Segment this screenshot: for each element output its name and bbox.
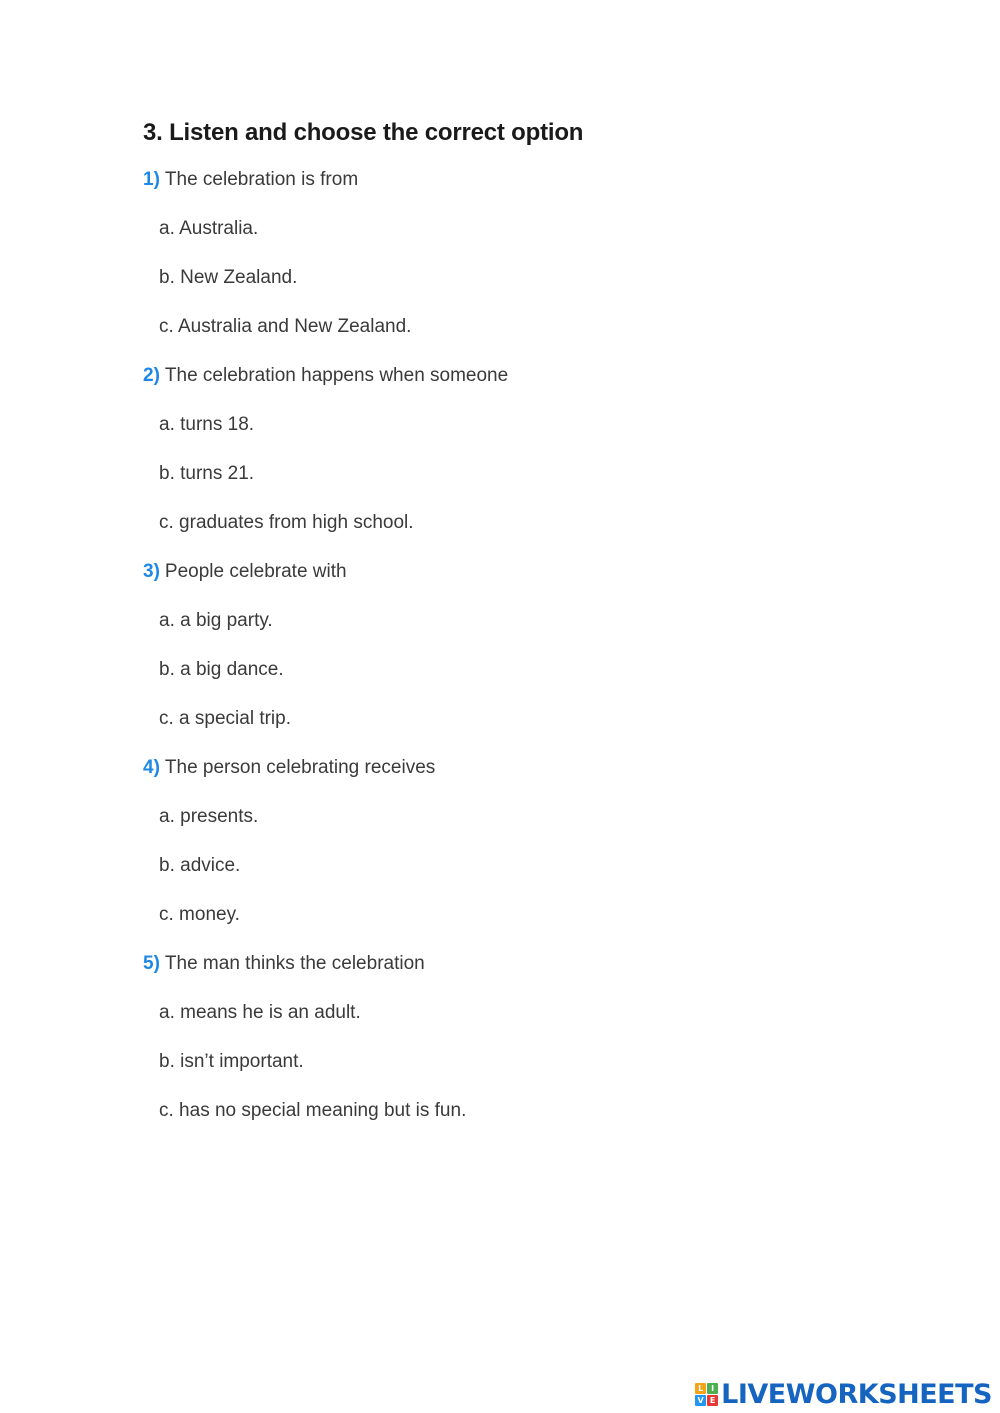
question-text: The celebration happens when someone: [164, 365, 509, 386]
option-a[interactable]: a. turns 18.: [159, 414, 255, 435]
option-b[interactable]: b. advice.: [159, 855, 241, 876]
option-a[interactable]: a. a big party.: [159, 610, 273, 631]
liveworksheets-brand: [695, 1378, 992, 1410]
question-text: People celebrate with: [164, 561, 347, 582]
question-2: [143, 363, 863, 536]
page-title: 3. Listen and choose the correct option: [143, 119, 584, 146]
option-b[interactable]: b. a big dance.: [159, 659, 284, 680]
logo-square-l: L: [695, 1383, 706, 1394]
option-a[interactable]: a. means he is an adult.: [159, 1002, 361, 1023]
question-prompt: [143, 755, 863, 781]
option-a[interactable]: a. Australia.: [159, 218, 259, 239]
option-c[interactable]: c. Australia and New Zealand.: [159, 316, 412, 337]
option-c[interactable]: c. money.: [159, 904, 240, 925]
liveworksheets-logo-icon: [695, 1383, 718, 1406]
question-number: 4): [143, 757, 160, 778]
option-c[interactable]: c. graduates from high school.: [159, 512, 414, 533]
brand-wordmark: LIVEWORKSHEETS: [721, 1378, 992, 1410]
option-a[interactable]: a. presents.: [159, 806, 259, 827]
question-prompt: [143, 167, 863, 193]
question-number: 5): [143, 953, 160, 974]
exercise: [143, 167, 863, 1124]
logo-square-i: I: [707, 1383, 718, 1394]
question-5: [143, 951, 863, 1124]
question-1: [143, 167, 863, 340]
option-b[interactable]: b. turns 21.: [159, 463, 255, 484]
question-text: The celebration is from: [164, 169, 359, 190]
question-text: The man thinks the celebration: [164, 953, 425, 974]
question-prompt: [143, 559, 863, 585]
question-number: 3): [143, 561, 160, 582]
option-c[interactable]: c. has no special meaning but is fun.: [159, 1100, 467, 1121]
question-prompt: [143, 951, 863, 977]
option-c[interactable]: c. a special trip.: [159, 708, 291, 729]
question-3: [143, 559, 863, 732]
question-4: [143, 755, 863, 928]
question-prompt: [143, 363, 863, 389]
question-text: The person celebrating receives: [164, 757, 436, 778]
question-number: 2): [143, 365, 160, 386]
logo-square-e: E: [707, 1395, 718, 1406]
logo-square-v: V: [695, 1395, 706, 1406]
option-b[interactable]: b. isn’t important.: [159, 1051, 304, 1072]
question-number: 1): [143, 169, 160, 190]
option-b[interactable]: b. New Zealand.: [159, 267, 298, 288]
